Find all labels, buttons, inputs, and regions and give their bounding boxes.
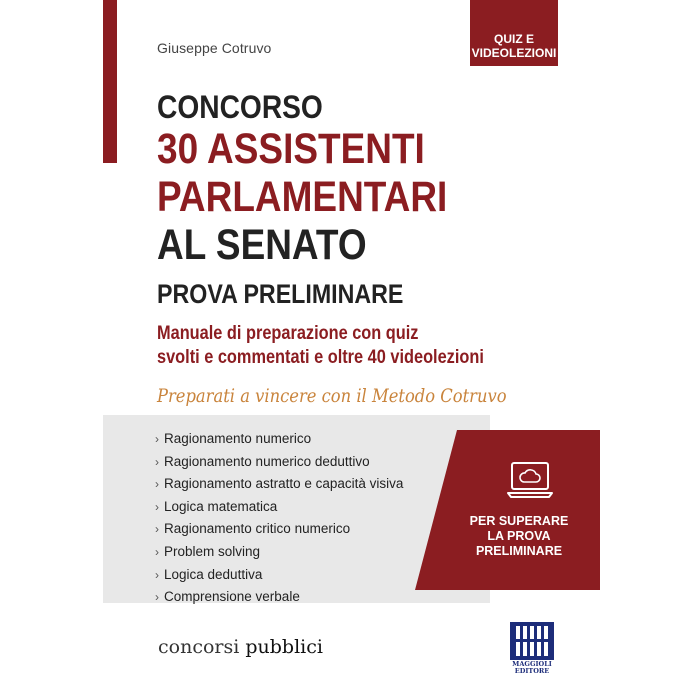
chevron-right-icon: › xyxy=(155,544,159,559)
author-name: Giuseppe Cotruvo xyxy=(157,40,272,56)
promo-line-3: PRELIMINARE xyxy=(475,544,563,558)
topic-item: › Comprensione verbale xyxy=(155,589,300,605)
chevron-right-icon: › xyxy=(155,477,159,492)
chevron-right-icon: › xyxy=(155,499,159,514)
title-line-2: 30 ASSISTENTI xyxy=(157,125,425,173)
promo-text xyxy=(460,514,578,559)
title-line-4: AL SENATO xyxy=(157,221,367,269)
chevron-right-icon: › xyxy=(155,590,159,605)
topic-item: › Ragionamento critico numerico xyxy=(155,521,351,537)
publisher-line-2: EDITORE xyxy=(514,667,550,675)
subtitle-line-1: Manuale di preparazione con quiz xyxy=(157,323,419,344)
topics-list xyxy=(155,428,403,609)
badge-line-1: QUIZ E xyxy=(493,32,534,46)
promo-line-2: LA PROVA xyxy=(487,529,551,543)
topic-item: › Problem solving xyxy=(155,543,261,559)
title-line-1: CONCORSO xyxy=(157,89,323,125)
topic-item: › Logica matematica xyxy=(155,498,278,514)
badge-line-2: VIDEOLEZIONI xyxy=(471,46,557,60)
tagline: Preparati a vincere con il Metodo Cotruvo xyxy=(157,385,507,407)
quiz-badge xyxy=(470,0,558,66)
publisher-logo xyxy=(510,622,554,660)
series-part-1: concorsi xyxy=(158,636,240,658)
series-name xyxy=(158,636,323,658)
accent-bar xyxy=(103,0,117,163)
title-line-3: PARLAMENTARI xyxy=(157,173,448,221)
publisher-line-1: MAGGIOLI xyxy=(512,660,552,668)
topic-item: › Ragionamento astratto e capacità visiva xyxy=(155,476,404,492)
subtitle-line-2: svolti e commentati e oltre 40 videolezioni xyxy=(157,347,484,368)
chevron-right-icon: › xyxy=(155,522,159,537)
topic-item: › Ragionamento numerico xyxy=(155,431,312,446)
laptop-cloud-icon xyxy=(507,461,553,499)
series-part-2: pubblici xyxy=(245,636,323,658)
chevron-right-icon: › xyxy=(155,567,159,582)
topic-item: › Logica deduttiva xyxy=(155,566,263,582)
chevron-right-icon: › xyxy=(155,432,159,446)
chevron-right-icon: › xyxy=(155,454,159,469)
promo-line-1: PER SUPERARE xyxy=(469,514,569,528)
publisher-name xyxy=(503,661,561,675)
topic-item: › Ragionamento numerico deduttivo xyxy=(155,453,370,469)
title-line-5: PROVA PRELIMINARE xyxy=(157,279,404,309)
subtitle xyxy=(157,322,484,370)
